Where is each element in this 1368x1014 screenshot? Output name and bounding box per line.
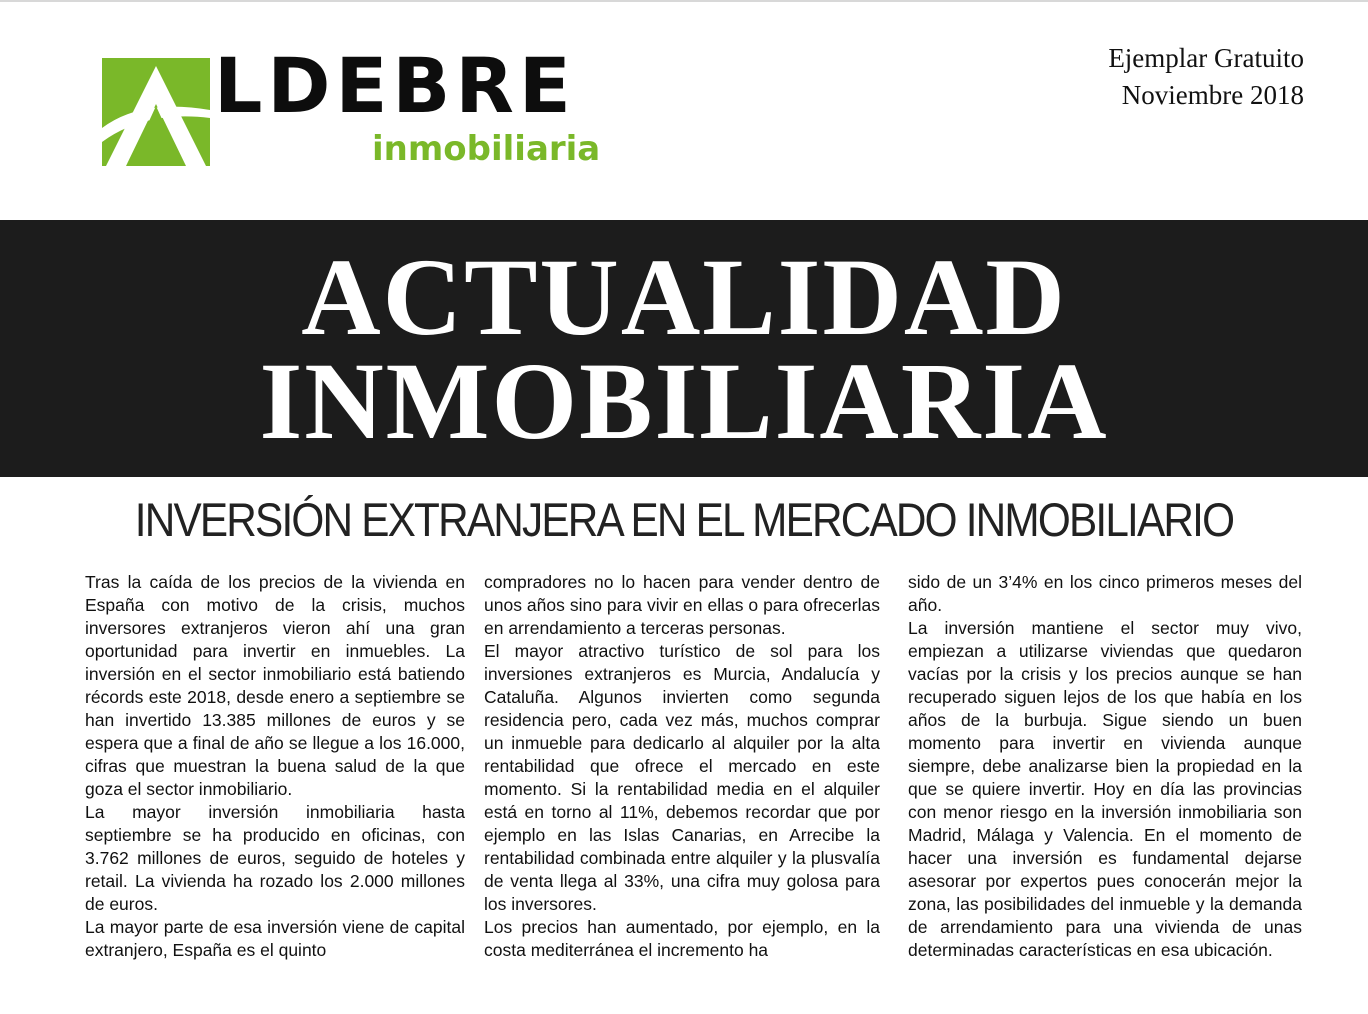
issue-date: Noviembre 2018 — [1121, 80, 1304, 110]
masthead-banner — [0, 220, 1368, 477]
paragraph: Los precios han aumentado, por ejemplo, en la costa mediterránea el incremento ha — [484, 917, 880, 960]
article-column-3 — [908, 571, 1302, 1011]
logo-wordmark: LDEBRE — [214, 41, 576, 130]
aldebre-logo — [102, 41, 642, 170]
issue-info — [1108, 40, 1304, 114]
article-column-1 — [85, 571, 465, 1011]
article-headline: INVERSIÓN EXTRANJERA EN EL MERCADO INMOBILIARIO — [134, 493, 1234, 546]
paragraph: compradores no lo hacen para vender dentro de unos años sino para vivir en ellas o para ofrecerlas en arrendamiento a terceras personas. — [484, 572, 880, 638]
article-column-2 — [484, 571, 880, 1011]
issue-free-copy: Ejemplar Gratuito — [1108, 43, 1304, 73]
paragraph: La mayor parte de esa inversión viene de capital extranjero, España es el quinto — [85, 917, 465, 960]
paragraph: La inversión mantiene el sector muy vivo, empiezan a utilizarse viviendas que quedaron vacías por la crisis y los precios aunque se han recuperado siguen lejos de los que había en los años de la burbuja. Sigue siendo un buen momento para invertir en vivienda aunque siempre, debe analizarse bien la propiedad en la que se quiere invertir. Hoy en día las provincias con menor riesgo en la inversión inmobiliaria son Madrid, Málaga y Valencia. En el momento de hacer una inversión es fundamental dejarse asesorar por expertos pues conocerán mejor la zona, las posibilidades del inmueble y la demanda de arrendamiento para una vivienda de unas determinadas características en esa ubicación. — [908, 618, 1302, 960]
logo-subtitle: inmobiliaria — [372, 129, 601, 169]
paragraph: Tras la caída de los precios de la vivienda en España con motivo de la crisis, muchos inversores extranjeros vieron ahí una gran oportunidad para invertir en inmuebles. La inversión en el sector inmobiliario está batiendo récords este 2018, desde enero a septiembre se han invertido 13.385 millones de euros y se espera que a final de año se llegue a los 16.000, cifras que muestran la buena salud de la que goza el sector inmobiliario. — [85, 572, 465, 799]
logo-a-mark-icon — [102, 58, 210, 166]
paragraph: El mayor atractivo turístico de sol para los inversiones extranjeros es Murcia, Andalucía y Cataluña. Algunos invierten como segunda residencia pero, cada vez más, muchos comprar un inmueble para dedicarlo al alquiler por la alta rentabilidad que ofrece el mercado en este momento. Si la rentabilidad media en el alquiler está en torno al 11%, debemos recordar que por ejemplo en las Islas Canarias, en Arrecibe la rentabilidad combinada entre alquiler y la plusvalía de venta llega al 33%, una cifra muy golosa para los inversores. — [484, 641, 880, 914]
top-border — [0, 0, 1368, 2]
paragraph: La mayor inversión inmobiliaria hasta septiembre se ha producido en oficinas, con 3.762 millones de euros, seguido de hoteles y retail. La vivienda ha rozado los 2.000 millones de euros. — [85, 802, 465, 914]
masthead-line-1: ACTUALIDAD — [301, 235, 1067, 358]
masthead-line-2: INMOBILIARIA — [259, 339, 1109, 462]
paragraph: sido de un 3’4% en los cinco primeros meses del año. — [908, 572, 1302, 615]
